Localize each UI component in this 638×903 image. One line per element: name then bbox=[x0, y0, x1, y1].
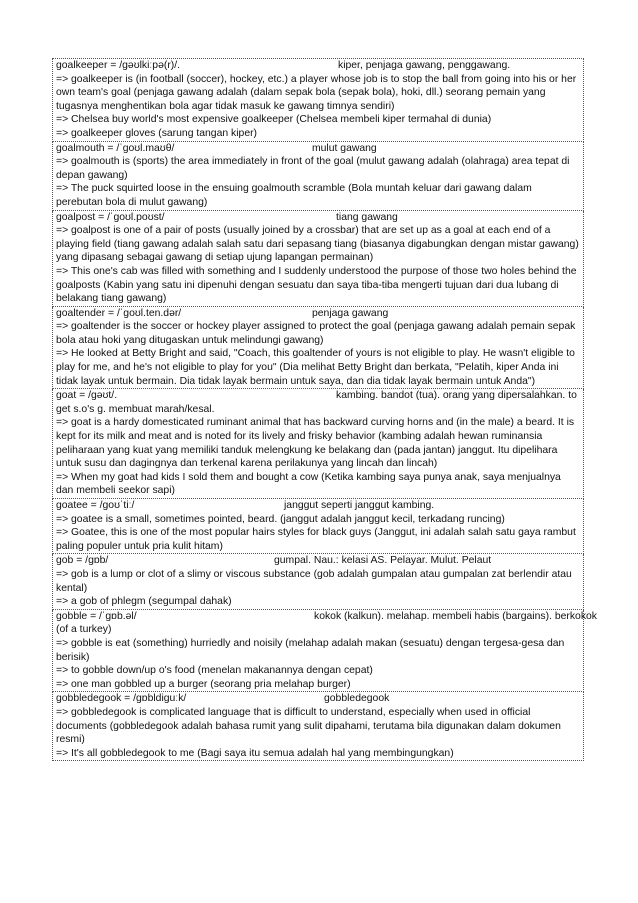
entry-definition: => goat is a hardy domesticated ruminant animal that has backward curving horns and (in the male) a beard. It is kept for its milk and meat and is noted for its lively and frisky behavior (kambing adalah hewan ruminansia peliharaan yang kuat yang memiliki tanduk melengkung ke belakang dan (pada jantan) janggut. Itu dipelihara untuk susu dan dagingnya dan terkenal karena perilakunya yang lincah dan lincah) bbox=[56, 417, 575, 470]
entry-example: => a gob of phlegm (segumpal dahak) bbox=[56, 596, 232, 608]
entry-translation: kiper, penjaga gawang, penggawang. bbox=[338, 60, 511, 71]
entry-header bbox=[56, 307, 581, 321]
entry-list bbox=[52, 58, 597, 761]
entry-definition: => goalkeeper is (in football (soccer), hockey, etc.) a player whose job is to stop the ball from going into his or her own team's goal (penjaga gawang adalah (dalam sepak bola (sepak bola), hoki, dll.) seorang pemain yang tugasnya menghentikan bola agar tidak masuk ke gawang timnya sendiri) bbox=[56, 73, 577, 112]
entry-example: => one man gobbled up a burger (seorang pria melahap burger) bbox=[56, 678, 351, 690]
entry-term: goalkeeper = /ɡəʊlkiːpə(r)/. bbox=[56, 60, 181, 71]
entry-example: => Goatee, this is one of the most popular hairs styles for black guys (Janggut, ini adalah salah satu gaya rambut paling populer untuk pria kulit hitam) bbox=[56, 527, 576, 552]
entry-example: => to gobble down/up o's food (menelan makanannya dengan cepat) bbox=[56, 665, 373, 677]
entry-header bbox=[56, 59, 581, 73]
entry-term: gobbledegook = /ɡɒbldiɡuːk/ bbox=[56, 693, 187, 705]
entry-term: goalpost = /ˈɡoʊl.poʊst/ bbox=[56, 211, 165, 223]
entry-definition: => gobble is eat (something) hurriedly and noisily (melahap adalah makan (sesuatu) dengan tergesa-gesa dan berisik) bbox=[56, 637, 565, 663]
entry-goalkeeper bbox=[52, 59, 584, 142]
entry-translation: gumpal. Nau.: kelasi AS. Pelayar. Mulut. Pelaut bbox=[274, 555, 492, 567]
entry-translation: kokok (kalkun). melahap. membeli habis (bargains). berkokok bbox=[314, 610, 597, 622]
entry-definition: => gob is a lump or clot of a slimy or viscous substance (gob adalah gumpalan atau gumpalan zat berlendir atau kental) bbox=[56, 568, 572, 594]
entry-example: => It's all gobbledegook to me (Bagi saya itu semua adalah hal yang membingungkan) bbox=[56, 747, 454, 759]
entry-term: goalmouth = /ˈɡoʊl.maʊθ/ bbox=[56, 142, 175, 154]
entry-translation-continued: get s.o's g. membuat marah/kesal. bbox=[56, 403, 215, 415]
entry-translation: janggut seperti janggut kambing. bbox=[284, 500, 435, 511]
entry-goalpost bbox=[52, 211, 584, 307]
entry-definition: => goaltender is the soccer or hockey player assigned to protect the goal (penjaga gawang adalah pemain sepak bola atau hoki yang ditugaskan untuk melindungi gawang) bbox=[56, 321, 576, 346]
entry-example: => He looked at Betty Bright and said, "Coach, this goaltender of yours is not eligible to play. He wasn't eligible to play for me, and he's not eligible to play for you" (Dia melihat Betty Bright dan berkata, "Pelatih, kiper Anda ini tidak layak untuk bermain. Dia tidak layak bermain untuk saya, dan dia tidak layak bermain untuk Anda") bbox=[56, 348, 575, 387]
entry-example: => The puck squirted loose in the ensuing goalmouth scramble (Bola muntah keluar dari gawang dalam perebutan bola di mulut gawang) bbox=[56, 183, 532, 208]
entry-term: goat = /gəʊt/. bbox=[56, 390, 118, 402]
entry-translation: kambing. bandot (tua). orang yang dipersalahkan. to bbox=[336, 390, 577, 402]
entry-translation-continued: (of a turkey) bbox=[56, 624, 112, 636]
entry-goalmouth bbox=[52, 142, 584, 211]
entry-term: gob = /ɡɒb/ bbox=[56, 555, 109, 567]
entry-goat bbox=[52, 389, 584, 499]
entry-term: goatee = /ɡoʊˈtiː/ bbox=[56, 500, 135, 511]
entry-term: gobble = /ˈɡɒb.əl/ bbox=[56, 610, 137, 622]
entry-gobble bbox=[52, 610, 597, 693]
entry-example: => This one's cab was filled with something and I suddenly understood the purpose of those two holes behind the goalposts (Kabin yang satu ini dipenuhi dengan sesuatu dan saya tiba-tiba mengerti tujuan dari dua lubang di belakang tiang gawang) bbox=[56, 265, 577, 305]
entry-goaltender bbox=[52, 307, 584, 390]
entry-header bbox=[56, 211, 581, 225]
entry-definition: => goalmouth is (sports) the area immediately in front of the goal (mulut gawang adalah (olahraga) area tepat di depan gawang) bbox=[56, 156, 570, 181]
entry-header bbox=[56, 554, 581, 568]
entry-translation: gobbledegook bbox=[324, 693, 390, 705]
entry-header bbox=[56, 692, 581, 706]
entry-term: goaltender = /ˈɡoʊl.ten.dər/ bbox=[56, 307, 182, 319]
entry-translation: tiang gawang bbox=[336, 211, 398, 223]
entry-example: => When my goat had kids I sold them and bought a cow (Ketika kambing saya punya anak, saya menjualnya dan membeli seekor sapi) bbox=[56, 471, 561, 497]
entry-definition: => gobbledegook is complicated language that is difficult to understand, especially when used in official documents (gobbledegook adalah bahasa rumit yang sulit dipahami, terutama bila digunakan dalam dokumen resmi) bbox=[56, 706, 561, 746]
entry-header bbox=[56, 610, 597, 624]
entry-header bbox=[56, 389, 581, 403]
entry-example: => Chelsea buy world's most expensive goalkeeper (Chelsea membeli kiper termahal di dunia) bbox=[56, 114, 492, 126]
entry-gob bbox=[52, 554, 584, 609]
entry-translation: mulut gawang bbox=[312, 142, 377, 154]
entry-header bbox=[56, 142, 581, 156]
entry-definition: => goatee is a small, sometimes pointed, beard. (janggut adalah janggut kecil, terkadang runcing) bbox=[56, 513, 505, 525]
entry-example: => goalkeeper gloves (sarung tangan kiper) bbox=[56, 127, 258, 139]
entry-translation: penjaga gawang bbox=[312, 307, 389, 319]
entry-goatee bbox=[52, 499, 584, 554]
entry-definition: => goalpost is one of a pair of posts (usually joined by a crossbar) that are set up as a goal at each end of a playing field (tiang gawang adalah salah satu dari sepasang tiang (biasanya digabungkan dengan mistar gawang) yang dipasang sebagai gawang di setiap ujung lapangan permainan) bbox=[56, 225, 579, 264]
entry-header bbox=[56, 499, 581, 513]
entry-gobbledegook bbox=[52, 692, 584, 761]
